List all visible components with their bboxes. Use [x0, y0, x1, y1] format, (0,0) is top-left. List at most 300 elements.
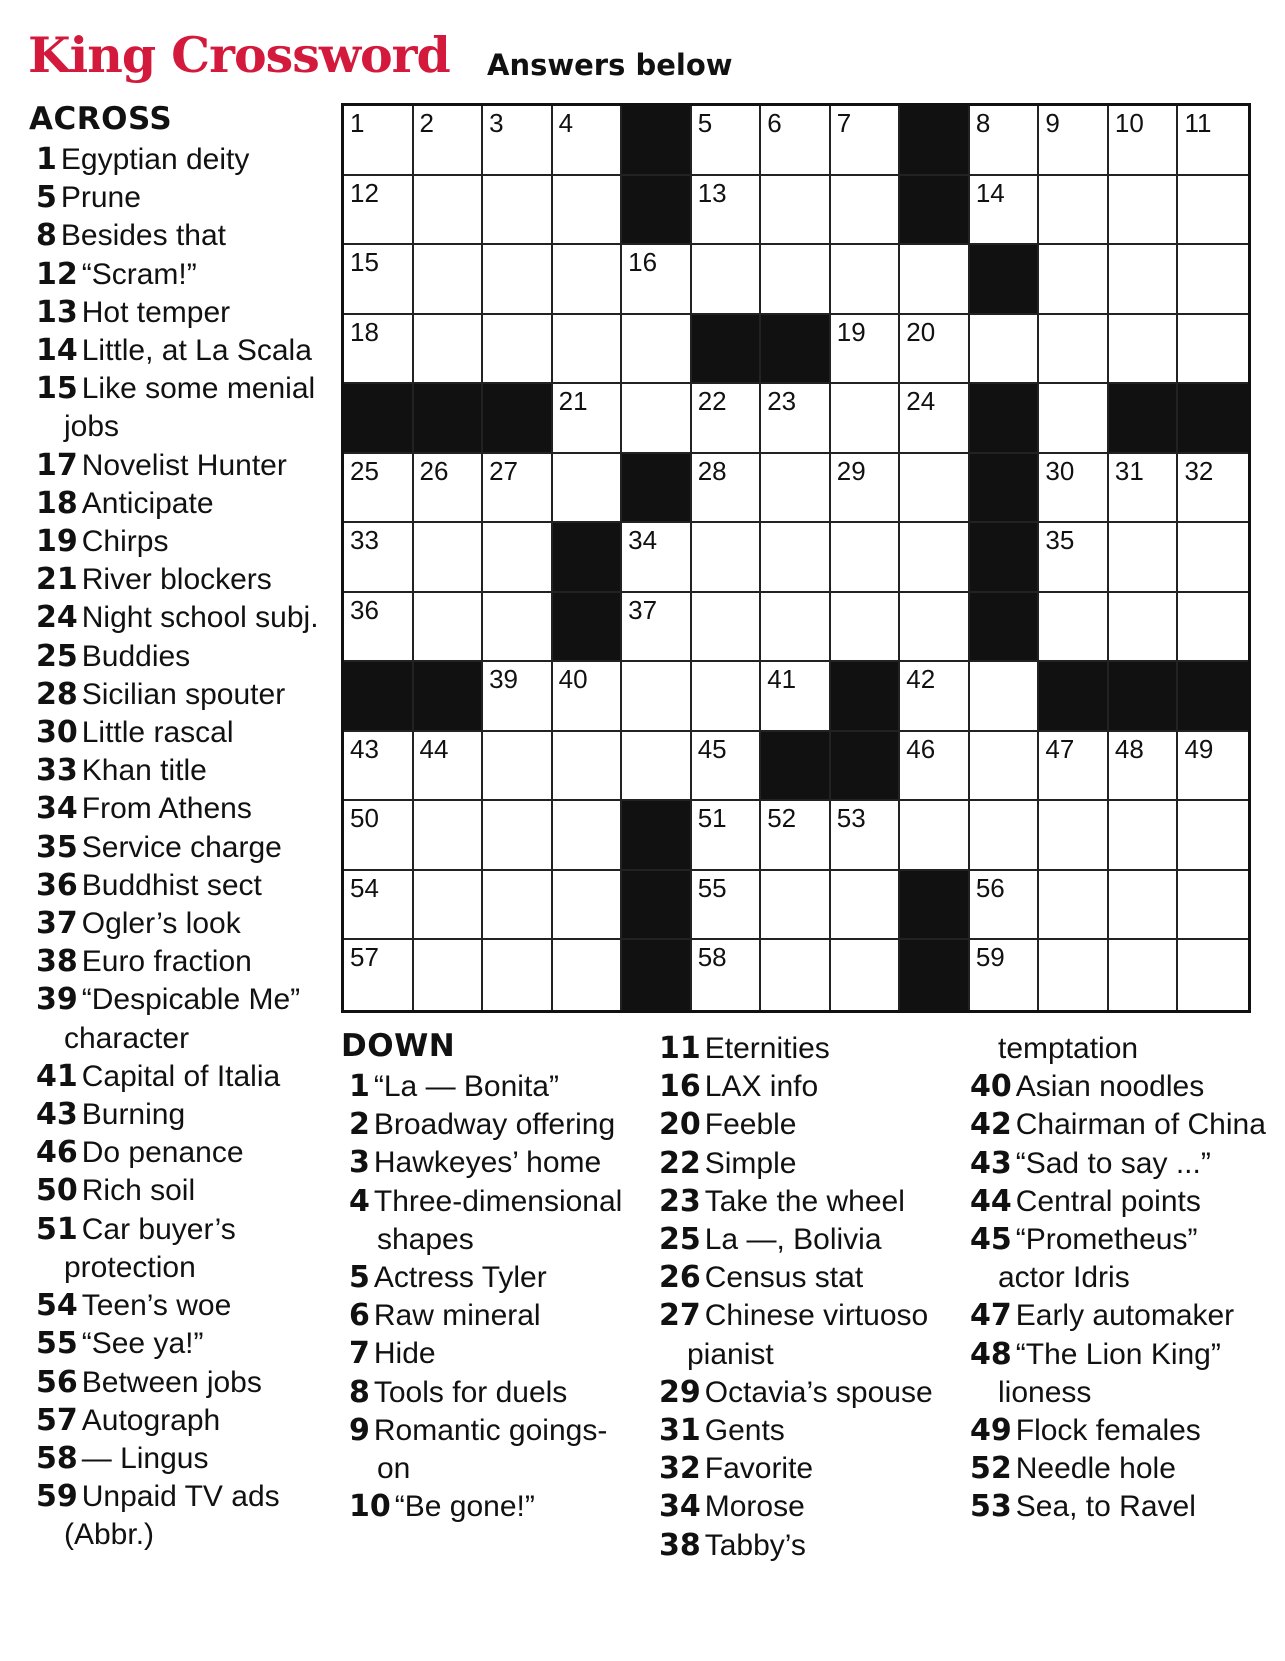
clue-number: 22: [659, 1145, 701, 1181]
grid-cell[interactable]: [553, 801, 623, 871]
clue-item: [349, 1259, 639, 1297]
clue-text: Night school subj.: [81, 601, 319, 635]
clue-text: Buddhist sect: [81, 868, 262, 902]
grid-cell[interactable]: [692, 801, 762, 871]
clue-text: Chirps: [81, 525, 169, 559]
clue-text: Favorite: [704, 1452, 814, 1486]
grid-cell[interactable]: [414, 871, 484, 941]
grid-cell[interactable]: [483, 593, 553, 663]
cell-number: 25: [350, 455, 379, 486]
grid-cell[interactable]: [1039, 801, 1109, 871]
clue-item: [659, 1183, 959, 1221]
grid-cell[interactable]: [553, 871, 623, 941]
grid-cell[interactable]: [1109, 106, 1179, 176]
clue-number: 52: [970, 1451, 1012, 1487]
clue-number: 12: [36, 256, 78, 292]
grid-cell[interactable]: [831, 454, 901, 524]
grid-cell[interactable]: [483, 454, 553, 524]
grid-cell[interactable]: [831, 940, 901, 1010]
clue-number: 34: [659, 1489, 701, 1525]
cell-number: 15: [350, 247, 379, 278]
grid-cell[interactable]: [970, 732, 1040, 802]
grid-cell[interactable]: [483, 106, 553, 176]
cell-number: 41: [767, 664, 797, 695]
grid-cell[interactable]: [1039, 593, 1109, 663]
cell-number: 14: [975, 177, 1005, 208]
grid-cell[interactable]: [1178, 245, 1248, 315]
clue-number: 49: [970, 1413, 1012, 1449]
black-square: [900, 176, 970, 246]
grid-cell[interactable]: [553, 176, 623, 246]
clue-text: LAX info: [704, 1070, 819, 1104]
grid-cell[interactable]: [900, 523, 970, 593]
grid-cell[interactable]: [1178, 523, 1248, 593]
clue-text: Raw mineral: [373, 1299, 541, 1333]
clue-number: 43: [970, 1145, 1012, 1181]
cell-number: 10: [1114, 108, 1144, 138]
clue-item: [36, 370, 326, 446]
clue-number: 1: [36, 142, 57, 177]
clue-number: 30: [36, 715, 78, 751]
grid-cell[interactable]: [900, 801, 970, 871]
grid-cell[interactable]: [1109, 732, 1179, 802]
grid-cell[interactable]: [344, 593, 414, 663]
grid-cell[interactable]: [761, 384, 831, 454]
clue-item: [349, 1144, 639, 1182]
cell-number: 5: [697, 108, 713, 138]
black-square: [622, 871, 692, 941]
black-square: [1109, 384, 1179, 454]
grid-cell[interactable]: [622, 732, 692, 802]
clue-item: [36, 1287, 326, 1325]
grid-cell[interactable]: [831, 245, 901, 315]
grid-cell[interactable]: [761, 871, 831, 941]
clue-number: 41: [36, 1058, 78, 1094]
clue-item: [36, 217, 326, 255]
clue-number: 39: [36, 982, 78, 1018]
clue-item: [36, 981, 326, 1057]
grid-cell[interactable]: [900, 593, 970, 663]
clue-item: [970, 1297, 1270, 1335]
cell-number: 9: [1045, 108, 1060, 138]
clue-number: 36: [36, 867, 78, 903]
clue-number: 19: [36, 524, 78, 560]
clue-number: 48: [970, 1336, 1012, 1372]
cell-number: 34: [628, 525, 658, 556]
clue-item: [659, 1297, 959, 1373]
grid-cell[interactable]: [553, 384, 623, 454]
clue-number: 53: [970, 1489, 1012, 1525]
down-clue-list-3: [970, 1030, 1270, 1527]
grid-cell[interactable]: [692, 245, 762, 315]
clue-text: Tools for duels: [373, 1375, 568, 1409]
clue-text: Teen’s woe: [81, 1289, 232, 1323]
grid-cell[interactable]: [831, 801, 901, 871]
answers-below-note: Answers below: [487, 48, 733, 82]
clue-number: 16: [659, 1069, 701, 1105]
clue-number: 45: [970, 1222, 1012, 1258]
grid-cell[interactable]: [1039, 106, 1109, 176]
clue-item: [970, 1068, 1270, 1106]
grid-cell[interactable]: [553, 106, 623, 176]
clue-number: 2: [349, 1107, 370, 1143]
cell-number: 26: [419, 455, 449, 486]
clue-item: [36, 905, 326, 943]
clue-item: [349, 1335, 639, 1373]
cell-number: 54: [350, 872, 379, 903]
clue-number: 29: [659, 1374, 701, 1410]
clue-item: [970, 1412, 1270, 1450]
clue-number: 37: [36, 906, 78, 942]
grid-cell[interactable]: [761, 454, 831, 524]
clue-text: Do penance: [81, 1136, 244, 1170]
clue-number: 18: [36, 485, 78, 521]
clue-text: Service charge: [81, 830, 282, 864]
grid-cell[interactable]: [483, 940, 553, 1010]
grid-cell[interactable]: [831, 176, 901, 246]
grid-cell[interactable]: [761, 662, 831, 732]
grid-cell[interactable]: [344, 940, 414, 1010]
grid-cell[interactable]: [553, 245, 623, 315]
black-square: [483, 384, 553, 454]
grid-cell[interactable]: [414, 940, 484, 1010]
grid-cell[interactable]: [761, 593, 831, 663]
cell-number: 29: [836, 455, 866, 486]
clue-item: [349, 1183, 639, 1259]
grid-cell[interactable]: [553, 662, 623, 732]
clue-item: [349, 1068, 639, 1106]
clue-item: [36, 599, 326, 637]
clue-item: [36, 447, 326, 485]
black-square: [1178, 662, 1248, 732]
grid-cell[interactable]: [344, 523, 414, 593]
grid-cell[interactable]: [692, 871, 762, 941]
grid-cell[interactable]: [900, 315, 970, 385]
grid-cell[interactable]: [900, 662, 970, 732]
grid-cell[interactable]: [1039, 732, 1109, 802]
grid-cell[interactable]: [900, 732, 970, 802]
clue-item: [36, 294, 326, 332]
clue-text: From Athens: [81, 792, 252, 826]
clue-number: 7: [349, 1336, 370, 1372]
clue-number: 40: [970, 1069, 1012, 1105]
grid-cell[interactable]: [1109, 454, 1179, 524]
clue-text: Buddies: [81, 639, 191, 673]
black-square: [344, 384, 414, 454]
grid-cell[interactable]: [761, 106, 831, 176]
black-square: [900, 106, 970, 176]
cell-number: 13: [697, 177, 727, 208]
cell-number: 28: [697, 455, 727, 486]
across-clue-list: [36, 141, 326, 1555]
cell-number: 46: [906, 733, 936, 764]
grid-cell[interactable]: [692, 940, 762, 1010]
grid-cell[interactable]: [1039, 454, 1109, 524]
clue-number: 24: [36, 600, 78, 636]
clue-number: 44: [970, 1183, 1012, 1219]
black-square: [1039, 662, 1109, 732]
clue-text: Chinese virtuoso pianist: [687, 1299, 929, 1371]
grid-cell[interactable]: [344, 245, 414, 315]
grid-cell[interactable]: [1039, 523, 1109, 593]
clue-number: 17: [36, 447, 78, 483]
grid-cell[interactable]: [622, 523, 692, 593]
clue-number: 11: [659, 1031, 701, 1066]
cell-number: 48: [1114, 733, 1144, 764]
grid-cell[interactable]: [761, 176, 831, 246]
clue-item: [36, 1364, 326, 1402]
cell-number: 42: [906, 664, 936, 695]
grid-cell[interactable]: [692, 523, 762, 593]
grid-cell[interactable]: [1109, 315, 1179, 385]
clue-number: 9: [349, 1412, 370, 1448]
clue-text: Novelist Hunter: [81, 448, 287, 482]
grid-cell[interactable]: [622, 245, 692, 315]
clue-item: [659, 1527, 959, 1565]
grid-cell[interactable]: [831, 384, 901, 454]
black-square: [414, 384, 484, 454]
grid-cell[interactable]: [1109, 523, 1179, 593]
grid-cell[interactable]: [622, 315, 692, 385]
grid-cell[interactable]: [483, 801, 553, 871]
black-square: [692, 315, 762, 385]
cell-number: 37: [628, 594, 658, 625]
down-heading: DOWN: [341, 1028, 456, 1064]
grid-cell[interactable]: [483, 871, 553, 941]
cell-number: 56: [975, 872, 1005, 903]
clue-text: Romantic goings-on: [373, 1413, 608, 1486]
clue-item: [36, 523, 326, 561]
grid-cell[interactable]: [414, 454, 484, 524]
black-square: [900, 940, 970, 1010]
grid-cell[interactable]: [483, 315, 553, 385]
grid-cell[interactable]: [1039, 940, 1109, 1010]
cell-number: 19: [836, 316, 866, 347]
grid-cell[interactable]: [761, 940, 831, 1010]
grid-cell[interactable]: [414, 732, 484, 802]
grid-cell[interactable]: [1178, 871, 1248, 941]
grid-cell[interactable]: [1039, 871, 1109, 941]
grid-cell[interactable]: [1039, 245, 1109, 315]
grid-cell[interactable]: [622, 662, 692, 732]
grid-cell[interactable]: [1109, 940, 1179, 1010]
clue-text: River blockers: [81, 563, 272, 597]
cell-number: 53: [836, 803, 866, 834]
grid-cell[interactable]: [344, 801, 414, 871]
clue-text: Asian noodles: [1015, 1070, 1205, 1104]
grid-cell[interactable]: [414, 245, 484, 315]
clue-text: Hide: [373, 1337, 436, 1371]
black-square: [831, 662, 901, 732]
clue-text: “Sad to say ...”: [1015, 1146, 1211, 1180]
clue-item: [970, 1336, 1270, 1412]
black-square: [831, 732, 901, 802]
grid-cell[interactable]: [1109, 801, 1179, 871]
grid-cell[interactable]: [1039, 384, 1109, 454]
clue-number: 31: [659, 1413, 701, 1449]
black-square: [553, 593, 623, 663]
black-square: [970, 523, 1040, 593]
grid-cell[interactable]: [1178, 801, 1248, 871]
grid-cell[interactable]: [553, 315, 623, 385]
clue-text: Take the wheel: [704, 1184, 905, 1218]
cell-number: 40: [558, 664, 588, 695]
cell-number: 35: [1045, 525, 1075, 556]
grid-cell[interactable]: [414, 523, 484, 593]
clue-number: 15: [36, 371, 78, 407]
clue-item: [659, 1145, 959, 1183]
grid-cell[interactable]: [344, 454, 414, 524]
clue-number: 25: [659, 1222, 701, 1258]
grid-cell[interactable]: [483, 662, 553, 732]
grid-cell[interactable]: [692, 384, 762, 454]
grid-cell[interactable]: [692, 176, 762, 246]
grid-cell[interactable]: [692, 106, 762, 176]
cell-number: 36: [350, 594, 379, 625]
clue-text: Burning: [81, 1098, 186, 1132]
clue-text: Like some menial jobs: [64, 372, 316, 444]
clue-text: Morose: [704, 1490, 805, 1524]
clue-item: [36, 561, 326, 599]
clue-item: [36, 1402, 326, 1440]
grid-cell[interactable]: [761, 801, 831, 871]
clue-text: “Despicable Me” character: [64, 983, 301, 1055]
clue-text: Ogler’s look: [81, 907, 241, 941]
grid-cell[interactable]: [622, 384, 692, 454]
black-square: [414, 662, 484, 732]
grid-cell[interactable]: [831, 593, 901, 663]
grid-cell[interactable]: [483, 245, 553, 315]
grid-cell[interactable]: [831, 315, 901, 385]
grid-cell[interactable]: [970, 801, 1040, 871]
clue-item: [349, 1488, 639, 1526]
clue-number: 51: [36, 1211, 78, 1247]
grid-cell[interactable]: [761, 245, 831, 315]
grid-cell[interactable]: [1109, 593, 1179, 663]
grid-cell[interactable]: [1178, 176, 1248, 246]
clue-item: [36, 790, 326, 828]
grid-cell[interactable]: [344, 732, 414, 802]
grid-cell[interactable]: [1039, 315, 1109, 385]
grid-cell[interactable]: [344, 106, 414, 176]
grid-cell[interactable]: [692, 593, 762, 663]
grid-cell[interactable]: [1109, 176, 1179, 246]
clue-item: [659, 1221, 959, 1259]
cell-number: 11: [1184, 108, 1212, 138]
clue-item: [349, 1374, 639, 1412]
grid-cell[interactable]: [970, 871, 1040, 941]
clue-item: [659, 1106, 959, 1144]
grid-cell[interactable]: [414, 106, 484, 176]
grid-cell[interactable]: [1178, 940, 1248, 1010]
clue-number: 21: [36, 562, 78, 598]
grid-cell[interactable]: [1178, 732, 1248, 802]
grid-cell[interactable]: [900, 384, 970, 454]
grid-cell[interactable]: [970, 106, 1040, 176]
grid-cell[interactable]: [414, 315, 484, 385]
grid-cell[interactable]: [692, 732, 762, 802]
clue-item: [36, 1211, 326, 1287]
clue-text: Hawkeyes’ home: [373, 1146, 602, 1180]
clue-text: Eternities: [704, 1032, 830, 1065]
clue-text: — Lingus: [81, 1441, 209, 1475]
grid-cell[interactable]: [1178, 315, 1248, 385]
clue-number: 35: [36, 829, 78, 865]
cell-number: 1: [350, 108, 365, 138]
grid-cell[interactable]: [1109, 871, 1179, 941]
clue-item: [36, 638, 326, 676]
cell-number: 32: [1184, 455, 1214, 486]
clue-text: Broadway offering: [373, 1108, 616, 1142]
clue-number: 1: [349, 1069, 370, 1104]
grid-cell[interactable]: [1178, 106, 1248, 176]
grid-cell[interactable]: [692, 454, 762, 524]
clue-item: [349, 1106, 639, 1144]
grid-cell[interactable]: [553, 940, 623, 1010]
grid-cell[interactable]: [1109, 245, 1179, 315]
clue-item: [36, 676, 326, 714]
down-clue-list-2: [659, 1030, 959, 1565]
grid-cell[interactable]: [483, 176, 553, 246]
grid-cell[interactable]: [414, 801, 484, 871]
grid-cell[interactable]: [483, 523, 553, 593]
grid-cell[interactable]: [831, 106, 901, 176]
clue-text: Unpaid TV ads (Abbr.): [64, 1480, 280, 1552]
grid-cell[interactable]: [414, 176, 484, 246]
grid-cell[interactable]: [1178, 593, 1248, 663]
clue-number: 57: [36, 1402, 78, 1438]
grid-cell[interactable]: [831, 523, 901, 593]
grid-cell[interactable]: [970, 315, 1040, 385]
grid-cell[interactable]: [970, 662, 1040, 732]
grid-cell[interactable]: [414, 593, 484, 663]
clue-number: 59: [36, 1479, 78, 1515]
grid-cell[interactable]: [761, 523, 831, 593]
cell-number: 18: [350, 316, 379, 347]
grid-cell[interactable]: [1178, 454, 1248, 524]
grid-cell[interactable]: [900, 245, 970, 315]
clue-text: Census stat: [704, 1261, 864, 1295]
grid-cell[interactable]: [344, 176, 414, 246]
clue-text: Little rascal: [81, 716, 234, 750]
clue-item: [36, 1478, 326, 1554]
cell-number: 57: [350, 942, 379, 973]
clue-text: Autograph: [81, 1403, 221, 1437]
grid-cell[interactable]: [692, 662, 762, 732]
clue-text: “Prometheus” actor Idris: [998, 1223, 1198, 1295]
grid-cell[interactable]: [553, 454, 623, 524]
clue-item: [349, 1412, 639, 1488]
clue-item: [36, 256, 326, 294]
clue-number: 32: [659, 1451, 701, 1487]
black-square: [344, 662, 414, 732]
grid-cell[interactable]: [344, 315, 414, 385]
grid-cell[interactable]: [483, 732, 553, 802]
grid-cell[interactable]: [1039, 176, 1109, 246]
grid-cell[interactable]: [970, 176, 1040, 246]
grid-cell[interactable]: [970, 940, 1040, 1010]
clue-text: “La — Bonita”: [373, 1070, 559, 1103]
grid-cell[interactable]: [900, 454, 970, 524]
clue-text: Anticipate: [81, 486, 214, 520]
clue-number: 46: [36, 1135, 78, 1171]
grid-cell[interactable]: [622, 593, 692, 663]
grid-cell[interactable]: [553, 732, 623, 802]
cell-number: 2: [419, 108, 434, 138]
grid-cell[interactable]: [344, 871, 414, 941]
clue-text: La —, Bolivia: [704, 1223, 882, 1257]
grid-cell[interactable]: [831, 871, 901, 941]
